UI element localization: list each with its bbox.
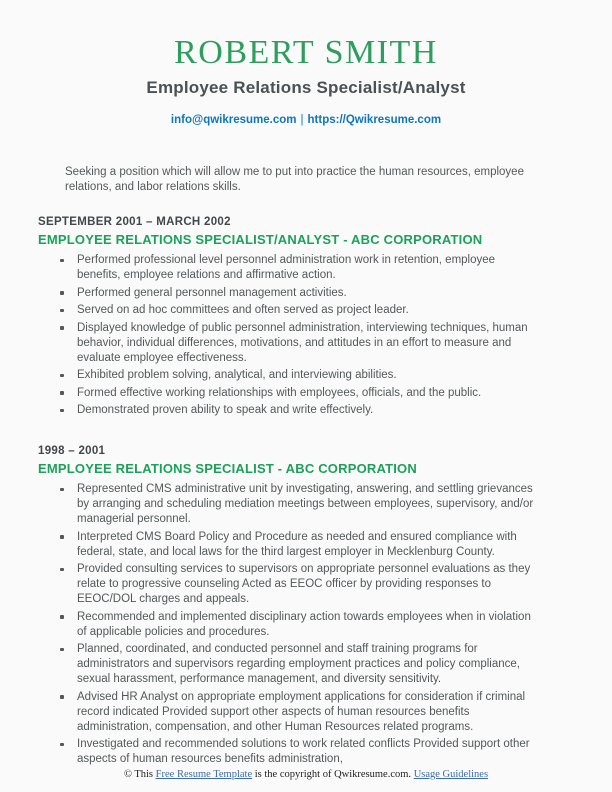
job-entry [38, 216, 556, 418]
job-bullet-list [38, 253, 537, 418]
usage-guidelines-link[interactable]: Usage Guidelines [413, 769, 489, 780]
job-bullet: Displayed knowledge of public personnel administration, interviewing techniques, human behavior, individual differences, motivations, and attitudes in an effort to measure and evaluate employee effectiveness. [77, 321, 537, 366]
website-link[interactable]: https://Qwikresume.com [307, 114, 442, 126]
free-resume-template-link[interactable]: Free Resume Template [155, 769, 253, 780]
person-name: ROBERT SMITH [174, 34, 438, 71]
job-bullet: Demonstrated proven ability to speak and write effectively. [77, 403, 537, 418]
job-dates: SEPTEMBER 2001 – MARCH 2002 [38, 216, 231, 228]
footer-copyright-prefix: © This [123, 769, 156, 780]
page-footer [0, 769, 612, 780]
person-job-title: Employee Relations Specialist/Analyst [146, 78, 466, 97]
job-bullet: Exhibited problem solving, analytical, and interviewing abilities. [77, 368, 537, 383]
job-bullet: Interpreted CMS Board Policy and Procedure as needed and ensured compliance with federal, state, and local laws for the third largest employer in Mecklenburg County. [77, 530, 537, 560]
job-bullet: Represented CMS administrative unit by investigating, answering, and settling grievances by arranging and scheduling mediation meetings between employees, supervisory, and/or managerial personnel. [77, 482, 537, 527]
footer-copyright-middle: is the copyright of Qwikresume.com. [252, 769, 414, 780]
job-entry [38, 445, 556, 767]
email-link[interactable]: info@qwikresume.com [170, 114, 297, 126]
job-bullet: Investigated and recommended solutions to work related conflicts Provided support other aspects of human resources benefits administration, [77, 737, 537, 767]
contact-separator: | [300, 114, 304, 126]
job-bullet: Recommended and implemented disciplinary action towards employees when in violation of applicable policies and procedures. [77, 610, 537, 640]
job-heading: EMPLOYEE RELATIONS SPECIALIST/ANALYST - ABC CORPORATION [38, 232, 483, 247]
job-heading: EMPLOYEE RELATIONS SPECIALIST - ABC CORPORATION [38, 461, 417, 476]
job-bullet: Performed professional level personnel administration work in retention, employee benefits, employee relations and affirmative action. [77, 253, 537, 283]
job-dates: 1998 – 2001 [38, 445, 106, 457]
experience-section [38, 216, 556, 767]
job-bullet: Advised HR Analyst on appropriate employment applications for consideration if criminal record indicated Provided support other aspects of human resources benefits administration, compensation, and other Human Resources related programs. [77, 690, 537, 735]
resume-header [0, 0, 612, 126]
contact-line [0, 114, 612, 126]
job-bullet: Formed effective working relationships with employees, officials, and the public. [77, 386, 537, 401]
job-bullet: Performed general personnel management activities. [77, 286, 537, 301]
job-bullet: Planned, coordinated, and conducted personnel and staff training programs for administrators and supervisors regarding employment practices and policy compliance, sexual harassment, performance management, and diversity sensitivity. [77, 642, 537, 687]
job-bullet-list [38, 482, 537, 767]
job-bullet: Served on ad hoc committees and often served as project leader. [77, 303, 537, 318]
job-bullet: Provided consulting services to supervisors on appropriate personnel evaluations as they relate to progressive counseling Acted as EEOC officer by providing responses to EEOC/DOL charges and appeals. [77, 562, 537, 607]
objective-text: Seeking a position which will allow me to put into practice the human resources, employee relations, and labor relations skills. [65, 166, 524, 193]
